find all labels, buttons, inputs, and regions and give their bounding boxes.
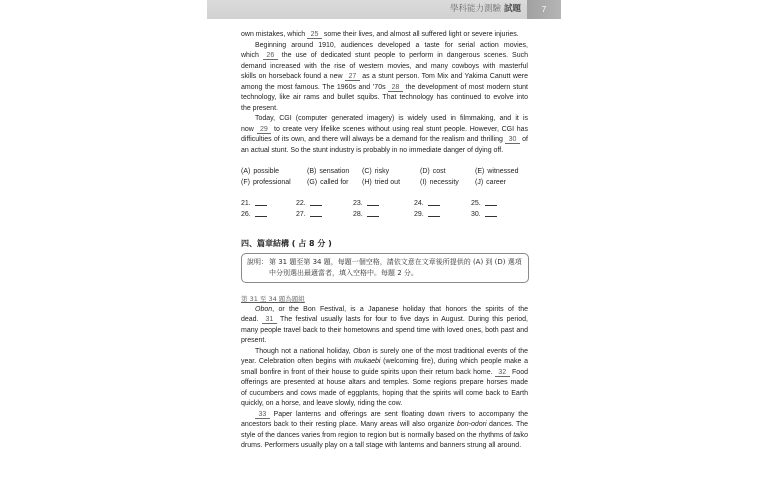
answer-underline — [367, 199, 379, 206]
answer-slot — [241, 210, 267, 221]
paragraph — [241, 410, 528, 452]
exam-title-text: 學科能力測驗 — [449, 4, 501, 14]
question-number: 25. — [471, 200, 481, 207]
text-run: some their lives, and almost all suffered light or severe injuries. — [321, 31, 519, 38]
option-label: (H) — [362, 178, 372, 186]
text-line — [241, 315, 528, 326]
option-word: professional — [252, 178, 291, 186]
question-number: 23. — [353, 200, 363, 207]
text-line — [241, 146, 528, 157]
answer-slots — [241, 199, 541, 220]
option-word: called for — [320, 178, 349, 186]
text-line — [241, 336, 528, 347]
text-run: offerings are presented at house altars and temples. Some regions prepare horses made — [241, 379, 528, 387]
text-run: year. Celebration often begins with — [241, 358, 354, 366]
word-bank-option — [241, 167, 279, 178]
answer-underline — [255, 210, 267, 217]
word-bank-option — [307, 178, 349, 189]
text-run: dead. — [241, 316, 262, 324]
answer-row — [241, 210, 541, 221]
page-number: 7 — [527, 0, 561, 19]
page-header — [207, 0, 527, 19]
text-run: style of the dances varies from region to region but is normally based on the rhythms of — [241, 431, 514, 439]
text-line — [241, 389, 528, 400]
question-group-label: 第 31 至 34 題為題組 — [241, 294, 305, 303]
question-number: 30. — [471, 210, 481, 218]
option-word: risky — [374, 168, 390, 175]
question-number: 28. — [353, 210, 363, 218]
option-word: possible — [253, 168, 280, 175]
answer-slot — [241, 199, 267, 210]
answer-row — [241, 199, 541, 210]
text-run: among the most famous. The 1960s and ’70s — [241, 83, 389, 91]
text-line — [241, 114, 528, 125]
text-run: an actual stunt. So the stunt industry is probably in no immediate danger of dying off. — [241, 146, 504, 154]
italic-term: bon-odori — [456, 421, 487, 429]
text-run: now — [241, 125, 257, 133]
answer-blank: 30 — [505, 136, 520, 144]
text-line — [241, 410, 528, 421]
word-bank-option — [241, 178, 291, 189]
text-run: as a stunt person. Tom Mix and Yakima Canutt were — [359, 73, 528, 80]
text-run: which — [241, 52, 263, 59]
text-run: present. — [241, 337, 267, 345]
cloze-passage — [241, 30, 528, 156]
option-label: (J) — [475, 178, 484, 186]
italic-term: mukaebi — [354, 358, 381, 366]
instructions-box — [241, 253, 529, 283]
paragraph — [241, 41, 528, 115]
paragraph — [241, 347, 528, 410]
text-run: Beginning around 1910, audiences developed a taste for serial action movies, — [255, 41, 528, 49]
word-bank-option — [420, 178, 459, 189]
text-run: , or the Bon Festival, is a Japanese holiday that honors the spirits of the — [272, 305, 528, 313]
word-bank-option — [475, 178, 506, 189]
option-label: (G) — [307, 178, 318, 186]
text-line — [241, 420, 528, 431]
option-label: (I) — [420, 178, 427, 186]
structure-passage — [241, 305, 528, 452]
answer-underline — [485, 199, 497, 206]
text-run: the development of most modern stunt — [402, 83, 528, 91]
text-run: Paper lanterns and offerings are sent floating down rivers to accompany the — [269, 410, 528, 418]
option-label: (B) — [307, 168, 317, 175]
paragraph — [241, 305, 528, 347]
text-run: small bonfire in front of their house to guide spirits upon their return back home. — [241, 368, 495, 376]
question-number: 21. — [241, 200, 251, 207]
word-bank-option — [362, 178, 400, 189]
answer-underline — [255, 199, 267, 206]
answer-slot — [414, 210, 440, 221]
word-bank-option — [362, 167, 389, 178]
text-line — [241, 357, 528, 368]
answer-slot — [296, 199, 322, 210]
answer-blank: 26 — [263, 52, 278, 60]
answer-blank: 31 — [262, 316, 277, 324]
text-run: own mistakes, which — [241, 31, 308, 38]
answer-blank: 32 — [495, 369, 510, 377]
answer-underline — [428, 199, 440, 206]
answer-slot — [296, 210, 322, 221]
italic-term: taiko — [513, 431, 528, 439]
option-label: (F) — [241, 178, 250, 186]
option-label: (A) — [241, 168, 251, 175]
text-line — [241, 378, 528, 389]
text-run: the present. — [241, 104, 278, 112]
text-line — [241, 368, 528, 379]
instructions-line: 中分別選出最適當者，填入空格中。每題 2 分。 — [269, 268, 418, 277]
option-word: witnessed — [487, 168, 519, 175]
text-run: demand increased with the rise of western movies, and many cowboys with masterful — [241, 62, 528, 70]
text-line — [241, 135, 528, 146]
word-bank-row — [241, 178, 541, 189]
option-word: sensation — [319, 168, 350, 175]
italic-term: Obon — [255, 305, 273, 313]
text-line — [241, 30, 528, 41]
text-line — [241, 399, 528, 410]
answer-slot — [353, 210, 379, 221]
text-line — [241, 431, 528, 442]
text-line — [241, 83, 528, 94]
paragraph — [241, 114, 528, 156]
answer-slot — [353, 199, 379, 210]
answer-slot — [471, 199, 497, 210]
text-line — [241, 125, 528, 136]
exam-title — [450, 0, 521, 19]
text-line — [241, 441, 528, 452]
answer-blank: 25 — [307, 31, 322, 39]
text-run: Today, CGI (computer generated imagery) is widely used in filmmaking, and it is — [255, 115, 528, 122]
question-number: 29. — [414, 210, 424, 218]
text-line — [241, 41, 528, 52]
answer-underline — [310, 199, 322, 206]
section-heading: 四、篇章結構 ( 占 8 分 ) — [241, 238, 332, 248]
exam-title-bold: 試題 — [503, 4, 521, 14]
word-bank-option — [420, 167, 446, 178]
text-run: Food — [509, 368, 528, 376]
text-line — [241, 93, 528, 104]
text-run: skills on horseback found a new — [241, 73, 346, 80]
answer-blank: 33 — [255, 411, 270, 419]
option-word: tried out — [374, 178, 401, 186]
answer-underline — [310, 210, 322, 217]
answer-underline — [485, 210, 497, 217]
answer-blank: 27 — [345, 73, 360, 81]
question-number: 27. — [296, 210, 306, 218]
answer-underline — [428, 210, 440, 217]
answer-underline — [367, 210, 379, 217]
instructions-label: 說明： — [247, 257, 268, 266]
option-word: career — [486, 178, 507, 186]
text-run: drums. Performers usually play on a tall stage with lanterns and banners strung all around. — [241, 442, 522, 450]
text-line — [241, 347, 528, 358]
answer-blank: 28 — [388, 84, 403, 92]
word-bank-option — [475, 167, 518, 178]
question-number: 22. — [296, 200, 306, 207]
text-run: quickly, on a horse, and leave slowly, riding the cow. — [241, 400, 403, 408]
text-run: to create very lifelike scenes without using real stunt people. However, CGI has — [271, 125, 528, 133]
italic-term: Obon — [353, 347, 371, 355]
instructions-line: 第 31 題至第 34 題，每題一個空格，請依文意在文章後所提供的 (A) 到 (D) 選項 — [269, 257, 522, 266]
answer-slot — [471, 210, 497, 221]
text-line — [241, 305, 528, 316]
text-run: many people travel back to their hometowns and spend time with loved ones, both past and — [241, 326, 528, 334]
text-line — [241, 326, 528, 337]
text-run: Though not a national holiday, — [255, 347, 354, 355]
text-run: The festival usually lasts for four to five days in August. During this period, — [276, 316, 528, 324]
text-run: of — [519, 136, 528, 143]
text-line — [241, 51, 528, 62]
text-line — [241, 72, 528, 83]
answer-blank: 29 — [257, 126, 272, 134]
option-label: (D) — [420, 168, 430, 175]
word-bank-option — [307, 167, 349, 178]
text-run: of cucumbers and cows made of eggplants, hoping that the spirits will come back to Earth — [241, 389, 528, 397]
question-number: 26. — [241, 210, 251, 218]
text-line — [241, 104, 528, 115]
text-run: (welcoming fire), during which people make a — [380, 358, 528, 366]
question-number: 24. — [414, 200, 424, 207]
instructions-text — [269, 257, 522, 283]
word-bank-row — [241, 167, 541, 178]
word-bank — [241, 167, 541, 188]
text-run: technology, like air rams and bullet squibs. That technology has continued to evolve into — [241, 94, 528, 101]
paragraph — [241, 30, 528, 41]
option-label: (C) — [362, 168, 372, 175]
text-run: is surely one of the most traditional events of the — [370, 347, 529, 355]
option-word: cost — [432, 168, 446, 175]
text-run: dances. The — [486, 421, 529, 429]
text-run: difficulties of its own, and there will always be a demand for the realism and thrilling — [241, 136, 506, 143]
text-run: the use of dedicated stunt people to perform in dangerous scenes. Such — [277, 52, 528, 59]
option-label: (E) — [475, 168, 485, 175]
option-word: necessity — [429, 178, 459, 186]
text-run: ancestors back to their resting place. Many areas will also organize — [241, 421, 457, 429]
text-line — [241, 62, 528, 73]
answer-slot — [414, 199, 440, 210]
